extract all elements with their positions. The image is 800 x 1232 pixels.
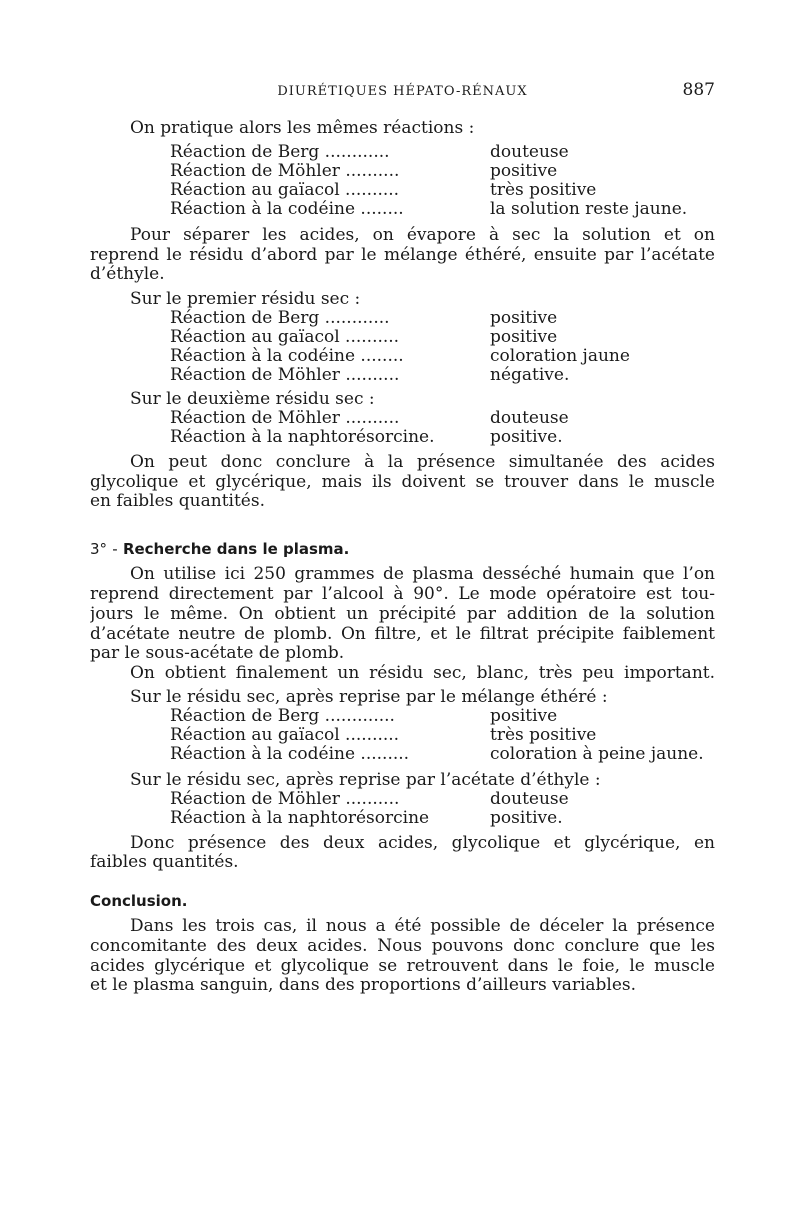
reaction-name: Réaction à la codéine ......... [170, 744, 410, 764]
paragraph-line: glycolique et glycérique, mais ils doivent se trouver dans le muscle [90, 472, 715, 492]
section-dash: - [112, 540, 118, 558]
block1-intro: On pratique alors les mêmes réactions : [130, 118, 475, 138]
paragraph-line: On obtient finalement un résidu sec, blanc, très peu important. [130, 663, 715, 683]
paragraph-line: Donc présence des deux acides, glycolique et glycérique, en [130, 833, 715, 853]
reaction-name: Réaction de Möhler .......... [170, 365, 400, 385]
reaction-result: positive [490, 706, 558, 726]
reaction-result: très positive [490, 180, 597, 200]
reaction-result: positive [490, 161, 558, 181]
reaction-name: Réaction de Möhler .......... [170, 161, 400, 181]
paragraph-line: faibles quantités. [90, 852, 239, 872]
paragraph-line: reprend le résidu d’abord par le mélange éthéré, ensuite par l’acétate [90, 245, 715, 265]
reaction-name: Réaction de Berg ............. [170, 706, 395, 726]
reaction-name: Réaction à la naphtorésorcine [170, 808, 430, 828]
reaction-name: Réaction de Möhler .......... [170, 408, 400, 428]
reaction-result: coloration à peine jaune. [490, 744, 704, 764]
paragraph-line: jours le même. On obtient un précipité par addition de la solution [90, 604, 715, 624]
paragraph-line: acides glycérique et glycolique se retrouvent dans le foie, le muscle [90, 956, 715, 976]
paragraph-line: d’acétate neutre de plomb. On filtre, et le filtrat précipite faiblement [90, 624, 715, 644]
reaction-result: positive [490, 308, 558, 328]
reaction-result: positive. [490, 427, 563, 447]
paragraph-line: On utilise ici 250 grammes de plasma desséché humain que l’on [130, 564, 715, 584]
reaction-name: Réaction à la naphtorésorcine. [170, 427, 435, 447]
reaction-name: Réaction à la codéine ........ [170, 199, 404, 219]
conclusion-heading: Conclusion. [90, 892, 188, 910]
section3-intro: Sur le résidu sec, après reprise par le mélange éthéré : [130, 687, 608, 707]
reaction-result: douteuse [490, 789, 569, 809]
reaction-result: très positive [490, 725, 597, 745]
reaction-result: la solution reste jaune. [490, 199, 688, 219]
page-number: 887 [682, 80, 715, 100]
paragraph-line: et le plasma sanguin, dans des proportions d’ailleurs variables. [90, 975, 637, 995]
paragraph-line: par le sous-acétate de plomb. [90, 643, 345, 663]
paragraph-line: concomitante des deux acides. Nous pouvons donc conclure que les [90, 936, 715, 956]
section-title: Recherche dans le plasma. [122, 540, 350, 558]
reaction-name: Réaction de Möhler .......... [170, 789, 400, 809]
reaction-result: douteuse [490, 142, 569, 162]
paragraph-line: On peut donc conclure à la présence simultanée des acides [130, 452, 715, 472]
reaction-result: positive. [490, 808, 563, 828]
reaction-result: coloration jaune [490, 346, 630, 366]
block3-intro: Sur le deuxième résidu sec : [130, 389, 375, 409]
page-header [90, 80, 715, 104]
section-heading [90, 540, 349, 558]
running-title: DIURÉTIQUES HÉPATO-RÉNAUX [277, 84, 528, 99]
paragraph-line: d’éthyle. [90, 264, 165, 284]
reaction-name: Réaction de Berg ............ [170, 142, 390, 162]
paragraph-line: Dans les trois cas, il nous a été possible de déceler la présence [130, 916, 715, 936]
paragraph-line: en faibles quantités. [90, 491, 265, 511]
reaction-result: positive [490, 327, 558, 347]
paragraph-line: reprend directement par l’alcool à 90°. Le mode opératoire est tou- [90, 584, 715, 604]
paragraph-line: Pour séparer les acides, on évapore à sec la solution et on [130, 225, 715, 245]
reaction-name: Réaction au gaïacol .......... [170, 725, 400, 745]
section3-intro: Sur le résidu sec, après reprise par l’acétate d’éthyle : [130, 770, 601, 790]
reaction-name: Réaction de Berg ............ [170, 308, 390, 328]
reaction-result: négative. [490, 365, 570, 385]
reaction-name: Réaction à la codéine ........ [170, 346, 404, 366]
reaction-result: douteuse [490, 408, 569, 428]
reaction-name: Réaction au gaïacol .......... [170, 180, 400, 200]
section-number: 3° [90, 540, 108, 558]
block2-intro: Sur le premier résidu sec : [130, 289, 361, 309]
reaction-name: Réaction au gaïacol .......... [170, 327, 400, 347]
